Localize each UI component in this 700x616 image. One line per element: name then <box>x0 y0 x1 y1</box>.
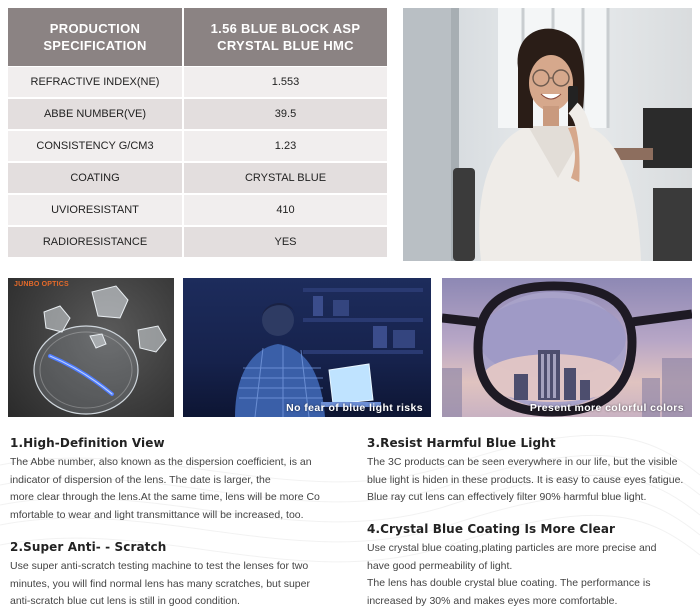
spec-row-value: 1.23 <box>182 131 387 161</box>
section-line: minutes, you will find normal lens has many scratches, but super <box>10 577 310 590</box>
section-high-definition-view <box>10 436 332 524</box>
section-line: The Abbe number, also known as the dispersion coefficient, is an <box>10 456 312 468</box>
desk-illustration <box>183 278 431 417</box>
spec-row-label: RADIORESISTANCE <box>42 236 148 248</box>
section-body <box>10 454 332 524</box>
section-title: 1.High-Definition View <box>10 436 165 450</box>
section-line: have good permeability of light. <box>367 559 513 572</box>
section-line: The 3C products can be seen everywhere in our life, but the visible <box>367 456 678 468</box>
lens-product-photo <box>8 278 174 417</box>
section-title: 3.Resist Harmful Blue Light <box>367 436 556 450</box>
section-resist-blue-light <box>367 436 690 507</box>
blue-light-desk-photo <box>183 278 431 417</box>
glasses-caption: Present more colorful colors <box>529 402 684 414</box>
section-body <box>367 454 690 507</box>
section-body <box>367 540 690 610</box>
section-line: Use super anti-scratch testing machine to test the lenses for two <box>10 560 309 572</box>
spec-table <box>8 8 387 261</box>
spec-row-value: CRYSTAL BLUE <box>182 163 387 193</box>
spec-header-product: 1.56 BLUE BLOCK ASP CRYSTAL BLUE HMC <box>182 8 387 66</box>
section-line: anti-scratch blue cut lens is still in good condition. <box>10 595 240 607</box>
section-line: mfortable to wear and light transmittance will be increased, too. <box>10 508 304 521</box>
section-title: 2.Super Anti- - Scratch <box>10 540 167 554</box>
woman-illustration <box>403 8 692 261</box>
section-super-anti-scratch <box>10 540 332 611</box>
spec-row <box>8 163 387 194</box>
glasses-illustration <box>442 278 692 417</box>
section-line: more clear through the lens.At the same time, lens will be more Co <box>10 491 320 503</box>
spec-row <box>8 67 387 98</box>
spec-row-label: UVIORESISTANT <box>51 204 139 216</box>
desk-caption: No fear of blue light risks <box>286 402 423 414</box>
section-line: indicator of dispersion of the lens. The date is larger, the <box>10 473 271 486</box>
spec-row-label: ABBE NUMBER(VE) <box>43 108 147 120</box>
spec-row <box>8 99 387 130</box>
section-line: Use crystal blue coating,plating particles are more precise and <box>367 542 657 554</box>
lens-illustration <box>8 278 174 417</box>
spec-row-label: REFRACTIVE INDEX(NE) <box>30 76 160 88</box>
spec-header-label: PRODUCTION SPECIFICATION <box>43 21 147 53</box>
spec-row-label: COATING <box>70 172 120 184</box>
brand-logo: JUNBO OPTICS <box>14 281 69 288</box>
spec-row-value: 39.5 <box>182 99 387 129</box>
woman-on-phone-photo <box>403 8 692 261</box>
section-title: 4.Crystal Blue Coating Is More Clear <box>367 522 616 536</box>
section-line: The lens has double crystal blue coating. The performance is <box>367 577 651 589</box>
spec-table-body <box>8 67 387 258</box>
spec-table-header <box>8 8 387 66</box>
glasses-city-photo <box>442 278 692 417</box>
spec-row <box>8 195 387 226</box>
spec-row <box>8 227 387 258</box>
spec-row-label: CONSISTENCY G/CM3 <box>36 140 154 152</box>
spec-row <box>8 131 387 162</box>
section-line: Blue ray cut lens can effectively filter 90% harmful blue light. <box>367 491 647 503</box>
section-line: increased by 30% and makes eyes more comfortable. <box>367 594 618 607</box>
spec-row-value: YES <box>182 227 387 257</box>
section-line: blue light is hiden in these products. It is easy to cause eyes fatigue. <box>367 473 684 486</box>
section-crystal-blue-coating <box>367 522 690 610</box>
spec-row-value: 410 <box>182 195 387 225</box>
section-body <box>10 558 332 611</box>
spec-row-value: 1.553 <box>182 67 387 97</box>
